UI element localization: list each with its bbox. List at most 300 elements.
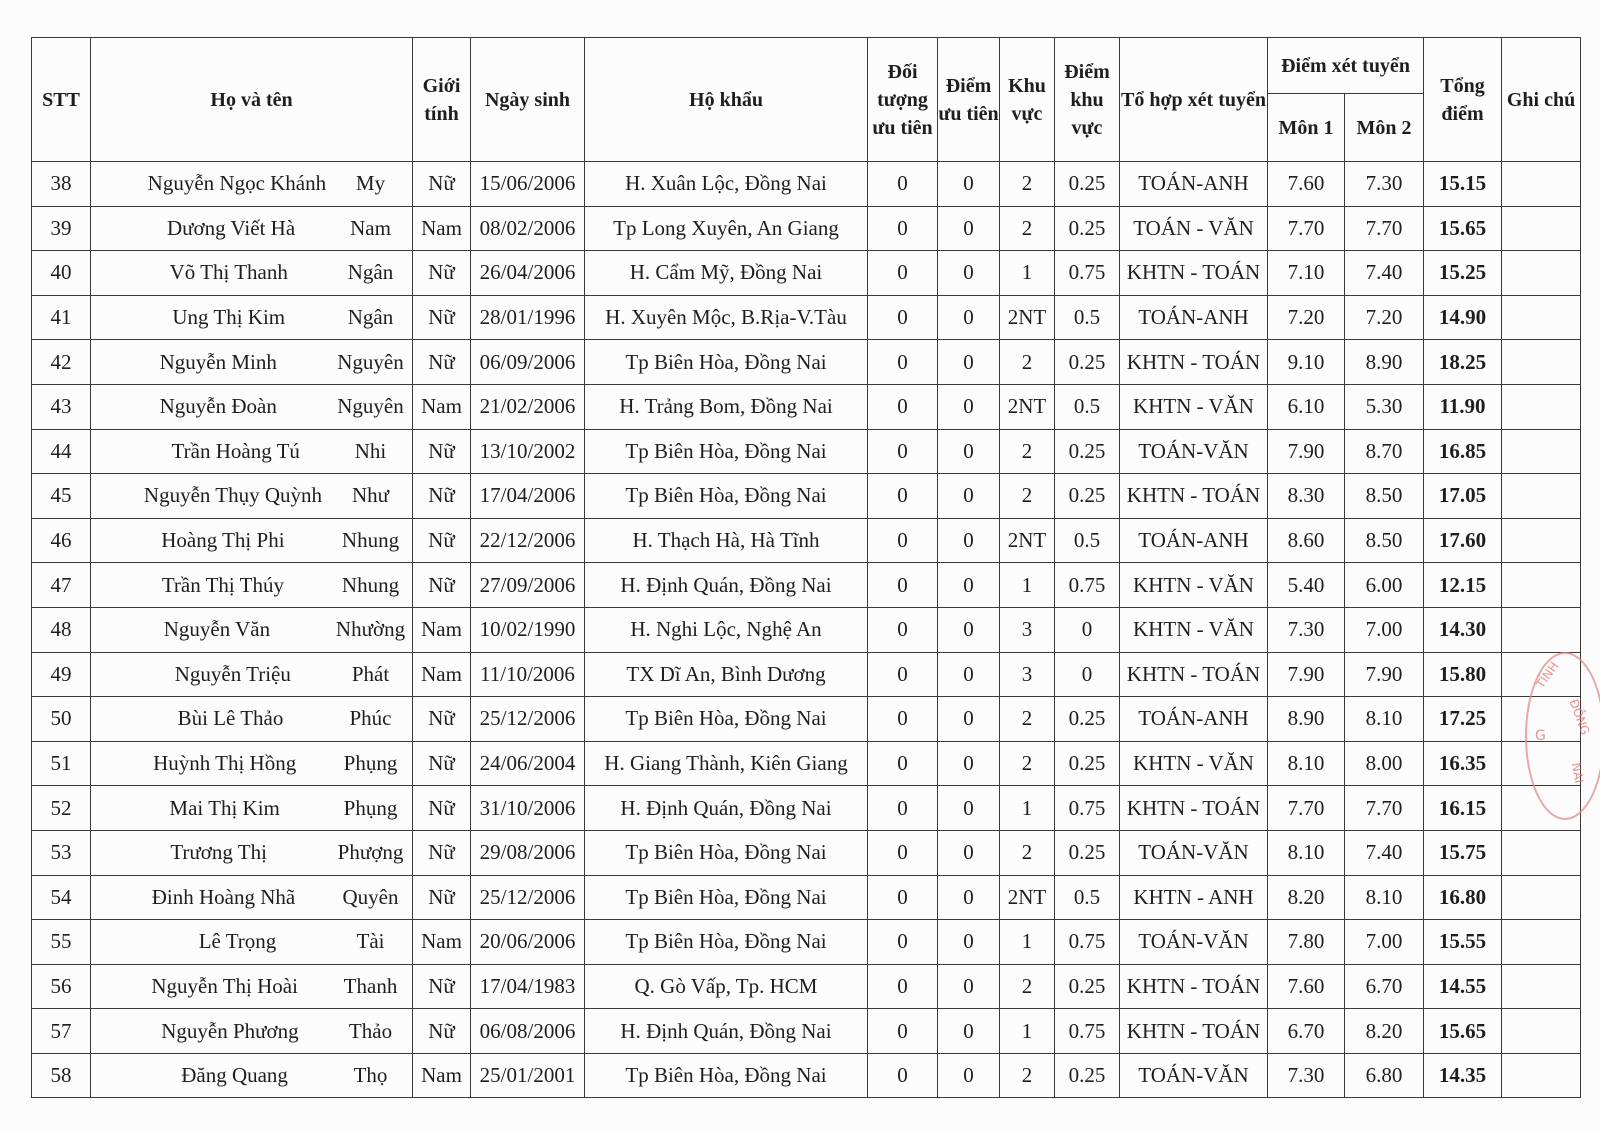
stamp-char: ĐỒNG (1566, 697, 1593, 737)
subject-1-cell: 7.30 (1268, 607, 1345, 652)
name-cell (91, 920, 413, 965)
note-cell (1502, 384, 1581, 429)
priority-score-cell: 0 (938, 384, 1000, 429)
given-name: Ngân (347, 260, 394, 285)
combo-cell: KHTN - VĂN (1120, 384, 1268, 429)
total-cell: 15.75 (1424, 830, 1502, 875)
residence-cell: H. Giang Thành, Kiên Giang (585, 741, 868, 786)
given-name: Thọ (353, 1063, 388, 1088)
given-name: Như (351, 483, 390, 508)
gender-cell: Nữ (413, 295, 471, 340)
table-row (32, 295, 1581, 340)
col-subject-1: Môn 1 (1268, 94, 1345, 162)
region-cell: 1 (1000, 1009, 1055, 1054)
dob-cell: 27/09/2006 (471, 563, 585, 608)
subject-2-cell: 6.00 (1345, 563, 1424, 608)
name-cell (91, 340, 413, 385)
col-gender: Giới tính (413, 38, 471, 162)
subject-2-cell: 7.00 (1345, 607, 1424, 652)
dob-cell: 31/10/2006 (471, 786, 585, 831)
residence-cell: Q. Gò Vấp, Tp. HCM (585, 964, 868, 1009)
combo-cell: TOÁN-VĂN (1120, 830, 1268, 875)
table-row (32, 697, 1581, 742)
subject-1-cell: 8.90 (1268, 697, 1345, 742)
col-subject-2: Môn 2 (1345, 94, 1424, 162)
priority-group-cell: 0 (868, 162, 938, 207)
total-cell: 14.30 (1424, 607, 1502, 652)
dob-cell: 28/01/1996 (471, 295, 585, 340)
region-cell: 2 (1000, 964, 1055, 1009)
subject-2-cell: 7.40 (1345, 830, 1424, 875)
residence-cell: H. Định Quán, Đồng Nai (585, 786, 868, 831)
total-cell: 14.55 (1424, 964, 1502, 1009)
dob-cell: 25/01/2001 (471, 1053, 585, 1098)
region-score-cell: 0.25 (1055, 741, 1120, 786)
table-row (32, 964, 1581, 1009)
name-cell (91, 206, 413, 251)
table-row (32, 162, 1581, 207)
dob-cell: 22/12/2006 (471, 518, 585, 563)
dob-cell: 11/10/2006 (471, 652, 585, 697)
stt-cell: 39 (32, 206, 91, 251)
region-cell: 1 (1000, 563, 1055, 608)
stamp-char: G (1535, 728, 1546, 744)
region-cell: 2 (1000, 340, 1055, 385)
combo-cell: TOÁN-ANH (1120, 162, 1268, 207)
given-name: Phượng (337, 840, 404, 865)
stamp-char: TỈNH (1533, 659, 1562, 691)
stt-cell: 55 (32, 920, 91, 965)
residence-cell: H. Định Quán, Đồng Nai (585, 1009, 868, 1054)
name-cell (91, 652, 413, 697)
subject-1-cell: 8.10 (1268, 741, 1345, 786)
given-name: Nguyên (337, 394, 404, 419)
name-cell (91, 295, 413, 340)
name-cell (91, 518, 413, 563)
combo-cell: KHTN - TOÁN (1120, 340, 1268, 385)
family-name: Đăng Quang (181, 1063, 288, 1088)
dob-cell: 15/06/2006 (471, 162, 585, 207)
subject-2-cell: 8.10 (1345, 875, 1424, 920)
total-cell: 16.80 (1424, 875, 1502, 920)
subject-2-cell: 8.50 (1345, 474, 1424, 519)
table-row (32, 875, 1581, 920)
family-name: Ung Thị Kim (172, 305, 286, 330)
table-row (32, 741, 1581, 786)
region-score-cell: 0.5 (1055, 384, 1120, 429)
subject-2-cell: 8.00 (1345, 741, 1424, 786)
family-name: Huỳnh Thị Hồng (153, 751, 297, 776)
name-cell (91, 162, 413, 207)
subject-1-cell: 5.40 (1268, 563, 1345, 608)
priority-group-cell: 0 (868, 741, 938, 786)
family-name: Nguyễn Thị Hoài (151, 973, 298, 998)
region-cell: 2 (1000, 206, 1055, 251)
dob-cell: 06/08/2006 (471, 1009, 585, 1054)
gender-cell: Nam (413, 206, 471, 251)
col-region: Khu vực (1000, 38, 1055, 162)
given-name: Nhường (335, 617, 406, 642)
total-cell: 15.55 (1424, 920, 1502, 965)
residence-cell: H. Cẩm Mỹ, Đồng Nai (585, 251, 868, 296)
region-score-cell: 0 (1055, 607, 1120, 652)
gender-cell: Nam (413, 652, 471, 697)
dob-cell: 29/08/2006 (471, 830, 585, 875)
region-score-cell: 0.25 (1055, 1053, 1120, 1098)
subject-2-cell: 7.20 (1345, 295, 1424, 340)
dob-cell: 10/02/1990 (471, 607, 585, 652)
region-score-cell: 0.25 (1055, 162, 1120, 207)
note-cell (1502, 518, 1581, 563)
priority-group-cell: 0 (868, 607, 938, 652)
dob-cell: 13/10/2002 (471, 429, 585, 474)
residence-cell: Tp Long Xuyên, An Giang (585, 206, 868, 251)
priority-score-cell: 0 (938, 518, 1000, 563)
dob-cell: 20/06/2006 (471, 920, 585, 965)
priority-group-cell: 0 (868, 652, 938, 697)
total-cell: 17.60 (1424, 518, 1502, 563)
combo-cell: KHTN - VĂN (1120, 741, 1268, 786)
subject-1-cell: 8.30 (1268, 474, 1345, 519)
dob-cell: 17/04/2006 (471, 474, 585, 519)
combo-cell: KHTN - TOÁN (1120, 964, 1268, 1009)
family-name: Nguyễn Ngọc Khánh (147, 171, 327, 196)
gender-cell: Nữ (413, 830, 471, 875)
note-cell (1502, 1009, 1581, 1054)
note-cell (1502, 340, 1581, 385)
region-score-cell: 0.25 (1055, 697, 1120, 742)
gender-cell: Nữ (413, 429, 471, 474)
priority-group-cell: 0 (868, 964, 938, 1009)
combo-cell: TOÁN-ANH (1120, 697, 1268, 742)
region-cell: 2 (1000, 741, 1055, 786)
dob-cell: 25/12/2006 (471, 697, 585, 742)
dob-cell: 26/04/2006 (471, 251, 585, 296)
col-priority-group: Đối tượng ưu tiên (868, 38, 938, 162)
residence-cell: H. Thạch Hà, Hà Tĩnh (585, 518, 868, 563)
red-seal-stamp (1525, 652, 1600, 820)
family-name: Nguyễn Triệu (174, 661, 291, 686)
region-score-cell: 0.75 (1055, 1009, 1120, 1054)
combo-cell: KHTN - TOÁN (1120, 251, 1268, 296)
family-name: Đinh Hoàng Nhã (151, 884, 296, 909)
subject-1-cell: 7.90 (1268, 652, 1345, 697)
subject-1-cell: 8.10 (1268, 830, 1345, 875)
gender-cell: Nữ (413, 741, 471, 786)
name-cell (91, 429, 413, 474)
subject-1-cell: 7.70 (1268, 786, 1345, 831)
gender-cell: Nam (413, 1053, 471, 1098)
table-row (32, 384, 1581, 429)
gender-cell: Nữ (413, 162, 471, 207)
col-residence: Hộ khẩu (585, 38, 868, 162)
stt-cell: 56 (32, 964, 91, 1009)
region-score-cell: 0.25 (1055, 206, 1120, 251)
dob-cell: 24/06/2004 (471, 741, 585, 786)
priority-score-cell: 0 (938, 429, 1000, 474)
priority-score-cell: 0 (938, 251, 1000, 296)
subject-2-cell: 8.10 (1345, 697, 1424, 742)
total-cell: 15.15 (1424, 162, 1502, 207)
residence-cell: H. Định Quán, Đồng Nai (585, 563, 868, 608)
priority-score-cell: 0 (938, 786, 1000, 831)
name-cell (91, 786, 413, 831)
dob-cell: 21/02/2006 (471, 384, 585, 429)
region-cell: 3 (1000, 652, 1055, 697)
region-score-cell: 0.75 (1055, 920, 1120, 965)
stt-cell: 46 (32, 518, 91, 563)
note-cell (1502, 474, 1581, 519)
region-cell: 2NT (1000, 875, 1055, 920)
name-cell (91, 830, 413, 875)
given-name: Nhi (354, 438, 387, 463)
table-row (32, 474, 1581, 519)
dob-cell: 06/09/2006 (471, 340, 585, 385)
gender-cell: Nữ (413, 1009, 471, 1054)
total-cell: 14.35 (1424, 1053, 1502, 1098)
region-score-cell: 0.5 (1055, 875, 1120, 920)
family-name: Nguyễn Đoàn (159, 394, 277, 419)
subject-2-cell: 7.90 (1345, 652, 1424, 697)
residence-cell: Tp Biên Hòa, Đồng Nai (585, 697, 868, 742)
priority-group-cell: 0 (868, 518, 938, 563)
subject-1-cell: 7.60 (1268, 964, 1345, 1009)
total-cell: 16.15 (1424, 786, 1502, 831)
given-name: Thảo (348, 1018, 393, 1043)
priority-group-cell: 0 (868, 830, 938, 875)
region-score-cell: 0 (1055, 652, 1120, 697)
total-cell: 14.90 (1424, 295, 1502, 340)
table-row (32, 920, 1581, 965)
given-name: Quyên (342, 884, 399, 909)
priority-group-cell: 0 (868, 563, 938, 608)
subject-2-cell: 5.30 (1345, 384, 1424, 429)
residence-cell: Tp Biên Hòa, Đồng Nai (585, 429, 868, 474)
family-name: Bùi Lê Thảo (177, 706, 284, 731)
family-name: Dương Viết Hà (167, 215, 296, 240)
residence-cell: H. Nghi Lộc, Nghệ An (585, 607, 868, 652)
subject-1-cell: 7.80 (1268, 920, 1345, 965)
given-name: Phụng (343, 751, 398, 776)
stt-cell: 51 (32, 741, 91, 786)
stt-cell: 58 (32, 1053, 91, 1098)
given-name: Nhung (341, 528, 400, 553)
name-cell (91, 251, 413, 296)
region-score-cell: 0.25 (1055, 964, 1120, 1009)
table-row (32, 830, 1581, 875)
stt-cell: 54 (32, 875, 91, 920)
note-cell (1502, 295, 1581, 340)
region-cell: 2 (1000, 697, 1055, 742)
gender-cell: Nữ (413, 474, 471, 519)
name-cell (91, 1053, 413, 1098)
stt-cell: 42 (32, 340, 91, 385)
combo-cell: TOÁN-VĂN (1120, 1053, 1268, 1098)
region-score-cell: 0.75 (1055, 786, 1120, 831)
residence-cell: Tp Biên Hòa, Đồng Nai (585, 920, 868, 965)
priority-score-cell: 0 (938, 920, 1000, 965)
gender-cell: Nữ (413, 340, 471, 385)
combo-cell: KHTN - TOÁN (1120, 474, 1268, 519)
stt-cell: 48 (32, 607, 91, 652)
region-score-cell: 0.25 (1055, 830, 1120, 875)
gender-cell: Nữ (413, 786, 471, 831)
given-name: Phát (351, 661, 390, 686)
residence-cell: Tp Biên Hòa, Đồng Nai (585, 474, 868, 519)
table-header (32, 38, 1581, 162)
col-full-name: Họ và tên (91, 38, 413, 162)
gender-cell: Nữ (413, 518, 471, 563)
note-cell (1502, 162, 1581, 207)
family-name: Mai Thị Kim (169, 795, 280, 820)
total-cell: 16.35 (1424, 741, 1502, 786)
total-cell: 15.65 (1424, 1009, 1502, 1054)
residence-cell: H. Xuyên Mộc, B.Rịa-V.Tàu (585, 295, 868, 340)
subject-2-cell: 8.20 (1345, 1009, 1424, 1054)
total-cell: 12.15 (1424, 563, 1502, 608)
given-name: Thanh (343, 973, 398, 998)
subject-1-cell: 9.10 (1268, 340, 1345, 385)
stt-cell: 53 (32, 830, 91, 875)
stt-cell: 52 (32, 786, 91, 831)
priority-score-cell: 0 (938, 652, 1000, 697)
subject-2-cell: 8.50 (1345, 518, 1424, 563)
col-priority-score: Điểm ưu tiên (938, 38, 1000, 162)
priority-group-cell: 0 (868, 384, 938, 429)
subject-1-cell: 7.10 (1268, 251, 1345, 296)
family-name: Nguyễn Thụy Quỳnh (143, 483, 323, 508)
priority-group-cell: 0 (868, 697, 938, 742)
priority-group-cell: 0 (868, 206, 938, 251)
total-cell: 15.25 (1424, 251, 1502, 296)
table-body (32, 162, 1581, 1098)
residence-cell: H. Trảng Bom, Đồng Nai (585, 384, 868, 429)
name-cell (91, 384, 413, 429)
stt-cell: 44 (32, 429, 91, 474)
col-combo: Tổ hợp xét tuyển (1120, 38, 1268, 162)
residence-cell: Tp Biên Hòa, Đồng Nai (585, 1053, 868, 1098)
given-name: Phúc (349, 706, 392, 731)
region-cell: 1 (1000, 251, 1055, 296)
family-name: Trần Hoàng Tú (171, 438, 300, 463)
priority-group-cell: 0 (868, 474, 938, 519)
gender-cell: Nữ (413, 563, 471, 608)
col-total: Tổng điểm (1424, 38, 1502, 162)
priority-group-cell: 0 (868, 295, 938, 340)
subject-2-cell: 7.40 (1345, 251, 1424, 296)
stt-cell: 43 (32, 384, 91, 429)
dob-cell: 25/12/2006 (471, 875, 585, 920)
family-name: Trần Thị Thúy (161, 572, 284, 597)
col-dob: Ngày sinh (471, 38, 585, 162)
gender-cell: Nữ (413, 697, 471, 742)
region-score-cell: 0.25 (1055, 429, 1120, 474)
subject-1-cell: 6.70 (1268, 1009, 1345, 1054)
priority-group-cell: 0 (868, 1053, 938, 1098)
note-cell (1502, 429, 1581, 474)
combo-cell: TOÁN - VĂN (1120, 206, 1268, 251)
gender-cell: Nữ (413, 251, 471, 296)
priority-score-cell: 0 (938, 206, 1000, 251)
total-cell: 11.90 (1424, 384, 1502, 429)
table-row (32, 786, 1581, 831)
region-cell: 2 (1000, 429, 1055, 474)
gender-cell: Nam (413, 607, 471, 652)
priority-group-cell: 0 (868, 920, 938, 965)
priority-score-cell: 0 (938, 1053, 1000, 1098)
name-cell (91, 964, 413, 1009)
combo-cell: KHTN - ANH (1120, 875, 1268, 920)
table-row (32, 429, 1581, 474)
given-name: Phụng (343, 795, 398, 820)
region-cell: 1 (1000, 786, 1055, 831)
col-region-score: Điểm khu vực (1055, 38, 1120, 162)
given-name: Ngân (347, 305, 394, 330)
combo-cell: KHTN - VĂN (1120, 607, 1268, 652)
table-row (32, 563, 1581, 608)
combo-cell: KHTN - TOÁN (1120, 786, 1268, 831)
stt-cell: 45 (32, 474, 91, 519)
family-name: Trương Thị (170, 840, 267, 865)
combo-cell: TOÁN-VĂN (1120, 920, 1268, 965)
gender-cell: Nữ (413, 875, 471, 920)
stt-cell: 57 (32, 1009, 91, 1054)
given-name: Nguyên (337, 349, 404, 374)
admission-table (31, 37, 1581, 1098)
region-score-cell: 0.5 (1055, 518, 1120, 563)
region-cell: 2 (1000, 474, 1055, 519)
region-cell: 1 (1000, 920, 1055, 965)
col-notes: Ghi chú (1502, 38, 1581, 162)
priority-group-cell: 0 (868, 340, 938, 385)
region-cell: 2 (1000, 1053, 1055, 1098)
subject-1-cell: 6.10 (1268, 384, 1345, 429)
subject-2-cell: 7.70 (1345, 786, 1424, 831)
name-cell (91, 697, 413, 742)
region-cell: 2NT (1000, 295, 1055, 340)
subject-1-cell: 7.60 (1268, 162, 1345, 207)
col-admission-score: Điểm xét tuyển (1268, 38, 1424, 94)
table-row (32, 518, 1581, 563)
name-cell (91, 474, 413, 519)
residence-cell: H. Xuân Lộc, Đồng Nai (585, 162, 868, 207)
stt-cell: 47 (32, 563, 91, 608)
gender-cell: Nam (413, 920, 471, 965)
stt-cell: 50 (32, 697, 91, 742)
region-score-cell: 0.25 (1055, 340, 1120, 385)
combo-cell: TOÁN-VĂN (1120, 429, 1268, 474)
region-cell: 2 (1000, 830, 1055, 875)
region-cell: 2NT (1000, 384, 1055, 429)
region-cell: 3 (1000, 607, 1055, 652)
stt-cell: 49 (32, 652, 91, 697)
total-cell: 15.80 (1424, 652, 1502, 697)
total-cell: 16.85 (1424, 429, 1502, 474)
dob-cell: 08/02/2006 (471, 206, 585, 251)
given-name: Nhung (341, 572, 400, 597)
priority-group-cell: 0 (868, 1009, 938, 1054)
name-cell (91, 563, 413, 608)
combo-cell: KHTN - TOÁN (1120, 652, 1268, 697)
subject-2-cell: 8.90 (1345, 340, 1424, 385)
priority-score-cell: 0 (938, 474, 1000, 519)
gender-cell: Nữ (413, 964, 471, 1009)
name-cell (91, 1009, 413, 1054)
priority-score-cell: 0 (938, 340, 1000, 385)
priority-score-cell: 0 (938, 741, 1000, 786)
priority-score-cell: 0 (938, 295, 1000, 340)
gender-cell: Nam (413, 384, 471, 429)
